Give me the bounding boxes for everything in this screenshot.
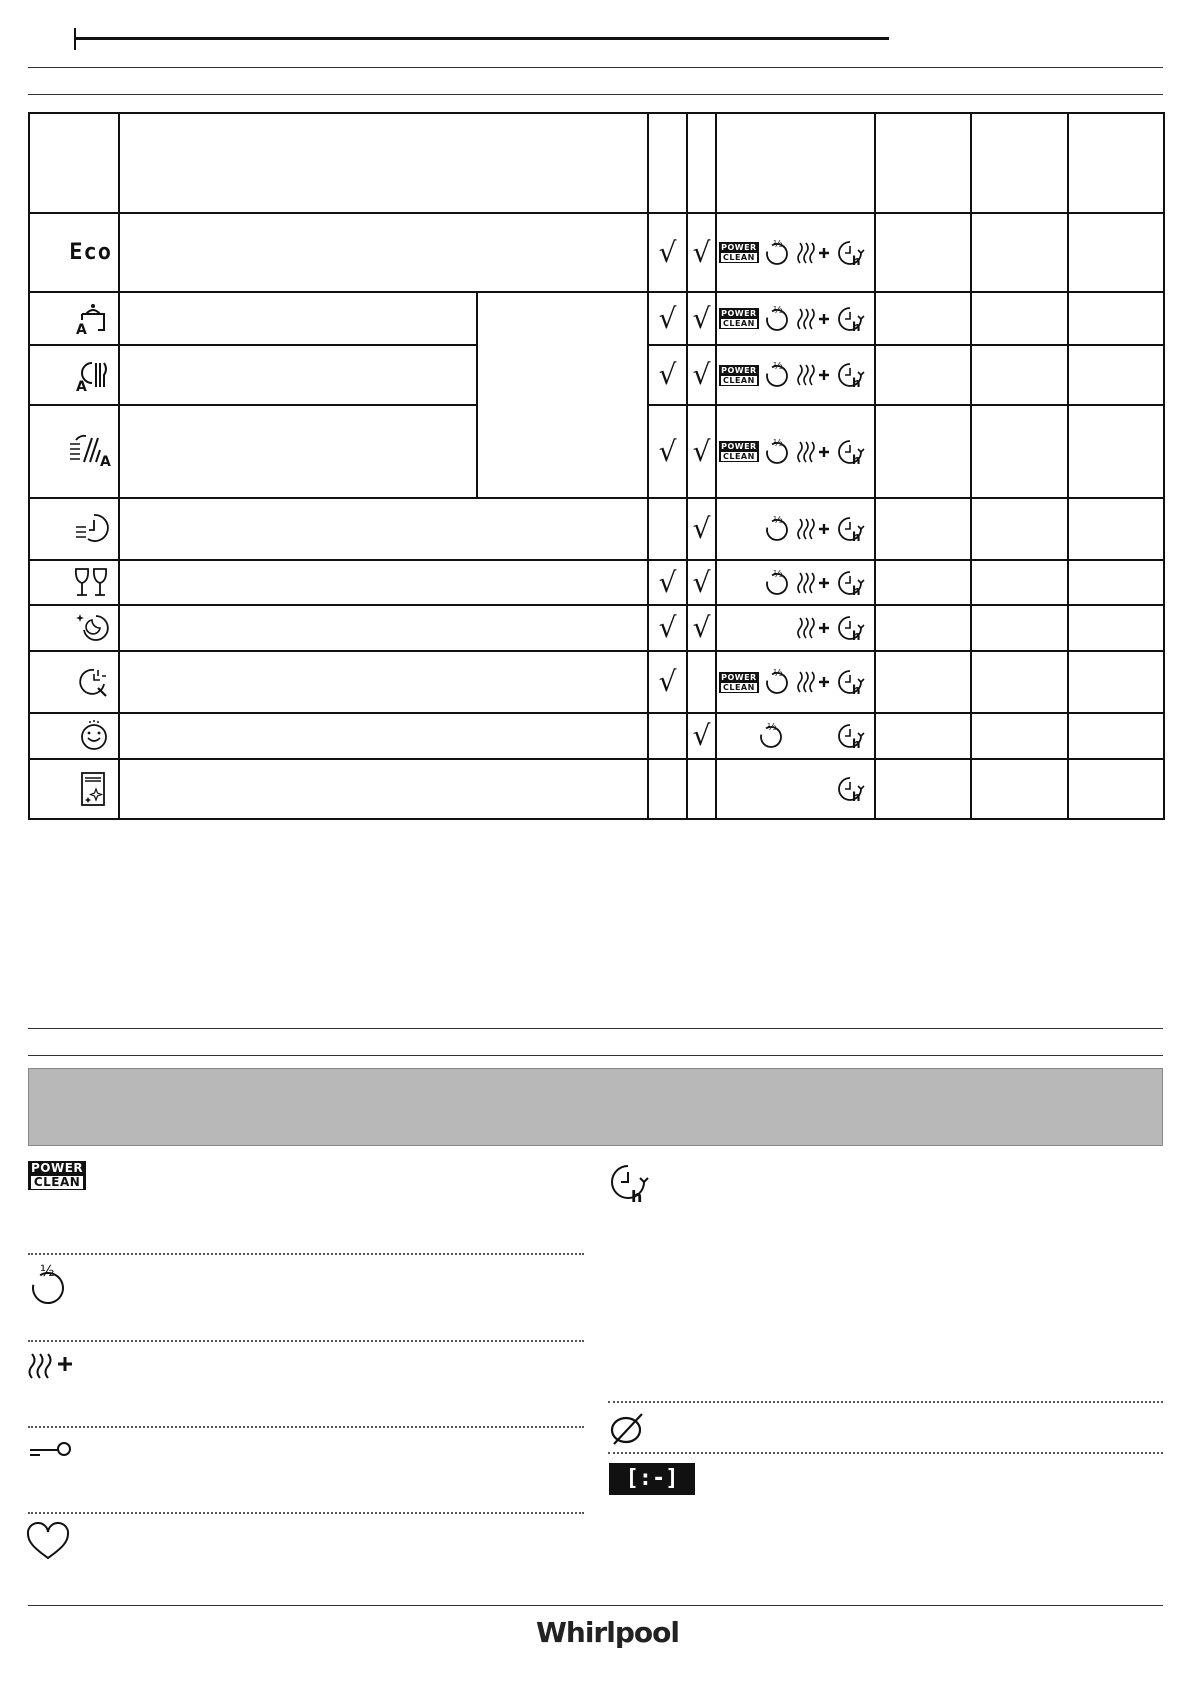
empty-cell	[971, 651, 1068, 713]
check-cell: √	[648, 651, 687, 713]
empty-cell	[1068, 713, 1164, 759]
check-cell: √	[687, 713, 716, 759]
delay-start-icon	[836, 514, 868, 544]
svg-text:⅓: ⅓	[772, 515, 783, 526]
empty-cell	[971, 405, 1068, 498]
half-load-icon	[764, 437, 792, 467]
svg-text:h: h	[631, 1187, 643, 1206]
svg-text:⅓: ⅓	[772, 304, 783, 316]
half-load-icon	[758, 721, 786, 751]
row-description	[119, 405, 477, 498]
delay-start-icon	[836, 721, 868, 751]
table-row	[29, 759, 1164, 819]
top-rule-2	[28, 94, 1163, 95]
svg-text:A: A	[76, 379, 87, 395]
intensive-check-icon	[29, 651, 119, 713]
svg-text:⅓: ⅓	[766, 722, 777, 733]
table-header-row	[29, 113, 1164, 213]
row-description	[119, 759, 648, 819]
row-description	[119, 292, 477, 345]
half-load-icon	[764, 238, 792, 268]
half-load-icon	[764, 360, 792, 390]
row-description	[119, 560, 648, 605]
quick-wash-icon	[29, 498, 119, 560]
extra-dry-icon	[797, 515, 831, 543]
options-cell	[716, 713, 875, 759]
options-header-box	[28, 1068, 1163, 1146]
options-cell	[716, 292, 875, 345]
delay-start-icon	[836, 360, 868, 390]
extra-dry-icon	[28, 1350, 78, 1386]
empty-cell	[971, 759, 1068, 819]
check-cell: √	[687, 405, 716, 498]
power-clean-icon: POWER CLEAN	[721, 442, 757, 461]
svg-text:A: A	[76, 321, 87, 338]
check-cell	[687, 651, 716, 713]
options-cell	[716, 759, 875, 819]
legend-divider	[28, 1253, 584, 1255]
check-cell: √	[648, 605, 687, 651]
empty-cell	[875, 498, 971, 560]
empty-cell	[1068, 498, 1164, 560]
svg-text:⅓: ⅓	[772, 568, 783, 580]
empty-cell	[875, 759, 971, 819]
table-row	[29, 292, 1164, 345]
power-clean-icon: POWER CLEAN	[721, 243, 757, 262]
options-cell	[716, 560, 875, 605]
empty-cell	[971, 213, 1068, 292]
empty-cell	[1068, 405, 1164, 498]
svg-text:⅓: ⅓	[772, 238, 783, 250]
power-clean-icon: POWER CLEAN	[28, 1161, 86, 1190]
options-cell	[716, 651, 875, 713]
check-cell	[648, 713, 687, 759]
extra-dry-icon	[797, 438, 831, 466]
table-row	[29, 560, 1164, 605]
row-description	[119, 605, 648, 651]
footer-rule	[28, 1605, 1163, 1606]
crystal-glasses-icon	[29, 560, 119, 605]
auto-pot-icon	[29, 292, 119, 345]
delay-start-icon	[836, 774, 868, 804]
row-description	[119, 345, 477, 405]
empty-cell	[971, 560, 1068, 605]
empty-cell	[1068, 651, 1164, 713]
options-cell	[716, 213, 875, 292]
eco-icon	[29, 213, 119, 292]
empty-cell	[971, 498, 1068, 560]
header-program-col	[29, 113, 119, 213]
header-description-col	[119, 113, 648, 213]
extra-dry-icon	[797, 614, 831, 642]
section-rule-2	[28, 1055, 1163, 1056]
delay-start-icon	[836, 238, 868, 268]
check-cell	[687, 759, 716, 819]
delay-start-icon	[836, 568, 868, 598]
table-row	[29, 651, 1164, 713]
header-col-water	[1068, 113, 1164, 213]
key-lock-icon	[28, 1436, 74, 1460]
header-options-col	[716, 113, 875, 213]
power-clean-icon: POWER CLEAN	[721, 365, 757, 385]
delay-start-icon	[836, 667, 868, 697]
empty-cell	[971, 345, 1068, 405]
check-cell: √	[687, 560, 716, 605]
header-col-b	[687, 113, 716, 213]
check-cell: √	[687, 345, 716, 405]
empty-cell	[1068, 605, 1164, 651]
auto-glasses-icon	[29, 405, 119, 498]
empty-cell	[875, 713, 971, 759]
table-row	[29, 498, 1164, 560]
empty-cell	[875, 405, 971, 498]
row-description	[119, 651, 648, 713]
power-clean-icon: POWER CLEAN	[721, 672, 757, 692]
svg-text:⅓: ⅓	[772, 668, 783, 679]
no-rinse-aid-icon	[608, 1410, 650, 1446]
section-rule-1	[28, 1028, 1163, 1029]
options-cell	[716, 498, 875, 560]
check-cell: √	[687, 605, 716, 651]
legend-divider	[28, 1340, 584, 1342]
delay-start-icon	[836, 613, 868, 643]
svg-text:½: ½	[40, 1262, 55, 1280]
check-cell: √	[648, 560, 687, 605]
svg-text:⅓: ⅓	[772, 437, 783, 449]
empty-cell	[1068, 345, 1164, 405]
extra-dry-icon	[797, 361, 831, 389]
legend-divider	[28, 1512, 584, 1514]
half-load-icon	[764, 568, 792, 598]
eco-label: Eco	[69, 240, 112, 265]
header-col-a	[648, 113, 687, 213]
empty-cell	[875, 560, 971, 605]
empty-cell	[875, 651, 971, 713]
heart-icon	[26, 1522, 70, 1562]
table-row	[29, 713, 1164, 759]
header-col-duration	[875, 113, 971, 213]
options-cell	[716, 345, 875, 405]
empty-cell	[1068, 759, 1164, 819]
check-cell: √	[648, 345, 687, 405]
check-cell	[648, 498, 687, 560]
extra-dry-icon	[797, 305, 831, 333]
self-clean-icon	[29, 759, 119, 819]
top-rule-1	[28, 67, 1163, 68]
legend-divider	[608, 1452, 1163, 1454]
empty-cell	[1068, 560, 1164, 605]
programs-table	[28, 112, 1165, 820]
power-clean-icon: POWER CLEAN	[721, 309, 757, 328]
night-icon	[29, 605, 119, 651]
half-load-icon	[764, 667, 792, 697]
empty-cell	[971, 713, 1068, 759]
extra-dry-icon	[797, 668, 831, 696]
delay-start-icon	[836, 437, 868, 467]
auto-cutlery-icon	[29, 345, 119, 405]
empty-cell	[875, 292, 971, 345]
check-cell: √	[687, 498, 716, 560]
check-cell: √	[687, 292, 716, 345]
auto-group-description	[477, 292, 648, 498]
svg-text:⅓: ⅓	[772, 361, 783, 372]
table-row	[29, 213, 1164, 292]
options-cell	[716, 405, 875, 498]
display-code-badge: [:-]	[609, 1463, 695, 1495]
check-cell: √	[648, 405, 687, 498]
delay-start-icon	[836, 304, 868, 334]
empty-cell	[875, 605, 971, 651]
legend-divider	[28, 1426, 584, 1428]
half-load-icon	[764, 514, 792, 544]
row-description	[119, 498, 648, 560]
check-cell: √	[648, 213, 687, 292]
svg-text:A: A	[100, 453, 111, 470]
half-load-icon	[28, 1262, 70, 1306]
check-cell: √	[648, 292, 687, 345]
empty-cell	[875, 345, 971, 405]
options-cell	[716, 605, 875, 651]
row-description	[119, 713, 648, 759]
legend-divider	[608, 1401, 1163, 1403]
brand-logo: Whirlpool	[536, 1616, 679, 1649]
table-row	[29, 605, 1164, 651]
row-description	[119, 213, 648, 292]
half-load-icon	[764, 304, 792, 334]
header-col-energy	[971, 113, 1068, 213]
empty-cell	[971, 292, 1068, 345]
extra-dry-icon	[797, 569, 831, 597]
empty-cell	[1068, 213, 1164, 292]
extra-dry-icon	[797, 239, 831, 267]
empty-cell	[971, 605, 1068, 651]
check-cell	[648, 759, 687, 819]
delay-start-icon	[608, 1162, 652, 1206]
check-cell: √	[687, 213, 716, 292]
rinse-icon	[29, 713, 119, 759]
empty-cell	[1068, 292, 1164, 345]
empty-cell	[875, 213, 971, 292]
header-bar	[74, 37, 889, 40]
